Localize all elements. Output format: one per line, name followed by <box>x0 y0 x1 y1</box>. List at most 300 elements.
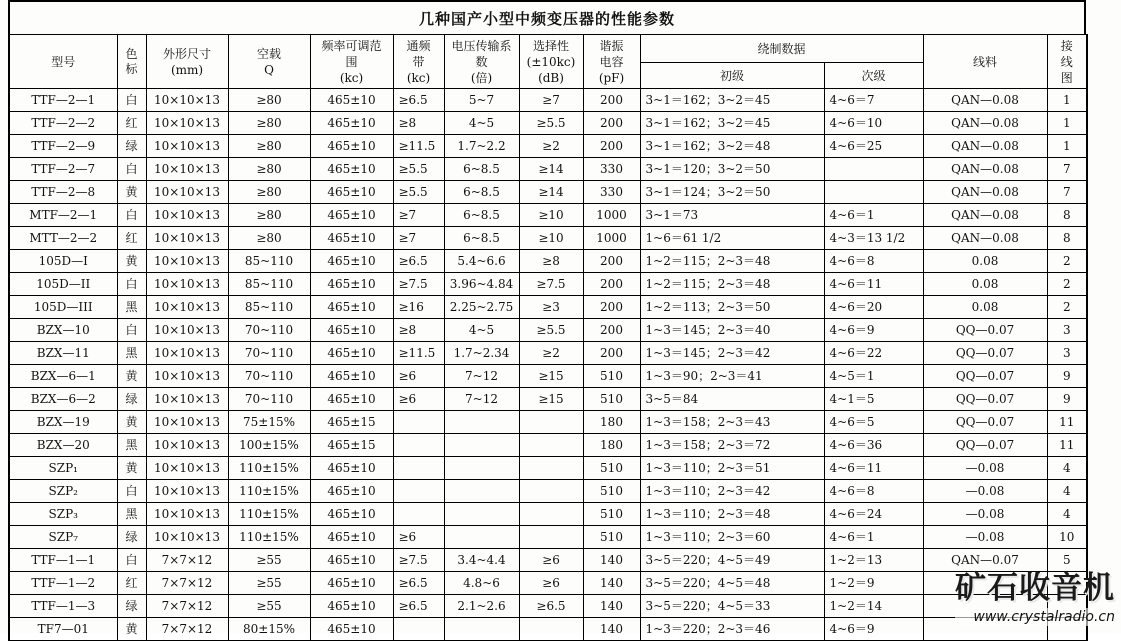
header-freq <box>310 35 393 89</box>
cell-size: 10×10×13 <box>146 250 228 273</box>
cell-wire: QQ—0.07 <box>923 342 1047 365</box>
cell-size: 10×10×13 <box>146 319 228 342</box>
cell-color: 红 <box>117 227 146 250</box>
cell-wire: QAN—0.08 <box>923 112 1047 135</box>
cell-size: 10×10×13 <box>146 388 228 411</box>
cell-capacitance: 180 <box>583 434 640 457</box>
header-model: 型号 <box>9 35 117 89</box>
cell-freq: 465±10 <box>310 572 393 595</box>
header-cap-label: 谐振电容 <box>599 38 624 69</box>
cell-q: 110±15% <box>228 480 310 503</box>
cell-diagram: 4 <box>1047 503 1087 526</box>
cell-q: 100±15% <box>228 434 310 457</box>
cell-primary-winding: 3~1＝124；3~2＝50 <box>640 181 824 204</box>
header-cap-unit: (pF) <box>598 70 625 85</box>
cell-freq: 465±10 <box>310 296 393 319</box>
cell-selectivity: ≥2 <box>519 135 583 158</box>
cell-model: TTF—1—3 <box>9 595 117 618</box>
cell-selectivity: ≥6 <box>519 572 583 595</box>
cell-band: ≥7 <box>393 204 444 227</box>
cell-model: TTF—2—2 <box>9 112 117 135</box>
cell-capacitance: 510 <box>583 503 640 526</box>
cell-wire: 0.08 <box>923 296 1047 319</box>
cell-freq: 465±10 <box>310 250 393 273</box>
cell-diagram: 2 <box>1047 296 1087 319</box>
cell-freq: 465±10 <box>310 181 393 204</box>
cell-freq: 465±10 <box>310 319 393 342</box>
header-size-label: 外形尺寸 <box>162 46 211 61</box>
cell-freq: 465±10 <box>310 457 393 480</box>
header-q <box>228 35 310 89</box>
cell-color: 黑 <box>117 434 146 457</box>
cell-color: 黑 <box>117 296 146 319</box>
cell-size: 10×10×13 <box>146 227 228 250</box>
cell-diagram: 2 <box>1047 250 1087 273</box>
cell-primary-winding: 3~1＝120；3~2＝50 <box>640 158 824 181</box>
cell-primary-winding: 3~5＝220；4~5＝49 <box>640 549 824 572</box>
cell-band: ≥6 <box>393 526 444 549</box>
cell-capacitance: 330 <box>583 158 640 181</box>
cell-band: ≥6.5 <box>393 572 444 595</box>
cell-secondary-winding <box>824 158 923 181</box>
cell-selectivity: ≥15 <box>519 388 583 411</box>
cell-freq: 465±10 <box>310 227 393 250</box>
table-row <box>9 365 1087 388</box>
header-secondary: 次级 <box>824 63 923 89</box>
cell-q: 110±15% <box>228 457 310 480</box>
cell-size: 7×7×12 <box>146 549 228 572</box>
cell-q: 75±15% <box>228 411 310 434</box>
cell-q: 70~110 <box>228 342 310 365</box>
cell-capacitance: 200 <box>583 319 640 342</box>
cell-size: 10×10×13 <box>146 296 228 319</box>
table-row <box>9 112 1087 135</box>
parameter-table-sheet <box>8 0 1086 636</box>
header-sel-cond: (±10kc) <box>526 54 576 69</box>
cell-secondary-winding: 4~6＝9 <box>824 319 923 342</box>
cell-band <box>393 618 444 641</box>
cell-model: BZX—19 <box>9 411 117 434</box>
cell-capacitance: 510 <box>583 480 640 503</box>
cell-selectivity <box>519 411 583 434</box>
cell-band <box>393 503 444 526</box>
cell-q: ≥80 <box>228 112 310 135</box>
cell-ratio <box>444 503 519 526</box>
table-row <box>9 480 1087 503</box>
cell-selectivity <box>519 457 583 480</box>
table-row <box>9 204 1087 227</box>
cell-size: 10×10×13 <box>146 434 228 457</box>
watermark-url: www.crystalradio.cn <box>955 608 1115 626</box>
cell-wire: QAN—0.08 <box>923 135 1047 158</box>
cell-freq: 465±10 <box>310 365 393 388</box>
cell-ratio: 1.7~2.2 <box>444 135 519 158</box>
cell-color: 黑 <box>117 503 146 526</box>
cell-q: ≥80 <box>228 135 310 158</box>
cell-q: 85~110 <box>228 296 310 319</box>
cell-model: MTT—2—2 <box>9 227 117 250</box>
cell-diagram: 3 <box>1047 319 1087 342</box>
header-sel <box>519 35 583 89</box>
cell-primary-winding: 1~3＝145；2~3＝42 <box>640 342 824 365</box>
cell-band <box>393 411 444 434</box>
cell-selectivity: ≥5.5 <box>519 112 583 135</box>
transformer-parameter-table <box>8 34 1088 641</box>
cell-ratio <box>444 457 519 480</box>
cell-diagram: 1 <box>1047 112 1087 135</box>
cell-primary-winding: 3~1＝73 <box>640 204 824 227</box>
cell-ratio: 7~12 <box>444 388 519 411</box>
cell-ratio: 5.4~6.6 <box>444 250 519 273</box>
cell-size: 7×7×12 <box>146 618 228 641</box>
cell-capacitance: 1000 <box>583 204 640 227</box>
cell-freq: 465±10 <box>310 89 393 112</box>
table-row <box>9 250 1087 273</box>
cell-q: 85~110 <box>228 250 310 273</box>
cell-wire: QQ—0.07 <box>923 365 1047 388</box>
table-row <box>9 595 1087 618</box>
cell-secondary-winding: 4~6＝24 <box>824 503 923 526</box>
cell-selectivity: ≥6.5 <box>519 595 583 618</box>
cell-secondary-winding: 4~6＝7 <box>824 89 923 112</box>
cell-diagram: 1 <box>1047 89 1087 112</box>
cell-selectivity: ≥7.5 <box>519 273 583 296</box>
cell-freq: 465±10 <box>310 503 393 526</box>
cell-secondary-winding: 4~6＝22 <box>824 342 923 365</box>
header-diagram <box>1047 35 1087 89</box>
cell-band: ≥6.5 <box>393 250 444 273</box>
cell-diagram: 7 <box>1047 158 1087 181</box>
cell-model: TTF—2—8 <box>9 181 117 204</box>
cell-diagram: 10 <box>1047 526 1087 549</box>
cell-ratio <box>444 434 519 457</box>
cell-q: ≥55 <box>228 595 310 618</box>
cell-primary-winding: 3~1＝162；3~2＝48 <box>640 135 824 158</box>
cell-model: TTF—1—1 <box>9 549 117 572</box>
cell-size: 10×10×13 <box>146 112 228 135</box>
cell-freq: 465±10 <box>310 388 393 411</box>
cell-q: 70~110 <box>228 319 310 342</box>
cell-model: TTF—2—1 <box>9 89 117 112</box>
cell-diagram: 11 <box>1047 411 1087 434</box>
cell-secondary-winding: 1~2＝9 <box>824 572 923 595</box>
cell-band: ≥6.5 <box>393 89 444 112</box>
cell-wire: QAN—0.07 <box>923 549 1047 572</box>
cell-secondary-winding: 4~6＝36 <box>824 434 923 457</box>
cell-size: 10×10×13 <box>146 273 228 296</box>
table-row <box>9 434 1087 457</box>
cell-freq: 465±10 <box>310 135 393 158</box>
cell-primary-winding: 3~5＝84 <box>640 388 824 411</box>
table-row <box>9 319 1087 342</box>
cell-color: 白 <box>117 158 146 181</box>
table-row <box>9 411 1087 434</box>
header-ratio <box>444 35 519 89</box>
cell-selectivity: ≥3 <box>519 296 583 319</box>
cell-secondary-winding: 4~6＝10 <box>824 112 923 135</box>
cell-band: ≥7.5 <box>393 273 444 296</box>
cell-freq: 465±10 <box>310 112 393 135</box>
cell-selectivity <box>519 480 583 503</box>
cell-secondary-winding: 4~6＝5 <box>824 411 923 434</box>
header-sel-label: 选择性 <box>532 38 569 53</box>
cell-selectivity <box>519 618 583 641</box>
cell-ratio: 4~5 <box>444 319 519 342</box>
cell-band: ≥7.5 <box>393 549 444 572</box>
cell-ratio <box>444 480 519 503</box>
table-row <box>9 457 1087 480</box>
cell-band <box>393 434 444 457</box>
cell-primary-winding: 1~3＝110；2~3＝51 <box>640 457 824 480</box>
table-row <box>9 503 1087 526</box>
cell-model: MTF—2—1 <box>9 204 117 227</box>
cell-primary-winding: 3~1＝162；3~2＝45 <box>640 112 824 135</box>
cell-band: ≥16 <box>393 296 444 319</box>
table-row <box>9 227 1087 250</box>
cell-q: ≥80 <box>228 158 310 181</box>
cell-diagram: 8 <box>1047 204 1087 227</box>
cell-secondary-winding: 1~2＝13 <box>824 549 923 572</box>
cell-secondary-winding: 4~3＝13 1/2 <box>824 227 923 250</box>
cell-ratio <box>444 411 519 434</box>
cell-q: ≥80 <box>228 204 310 227</box>
cell-size: 10×10×13 <box>146 365 228 388</box>
cell-diagram: 5 <box>1047 549 1087 572</box>
cell-ratio <box>444 526 519 549</box>
cell-secondary-winding: 4~6＝20 <box>824 296 923 319</box>
header-wire: 线料 <box>923 35 1047 89</box>
cell-selectivity: ≥14 <box>519 158 583 181</box>
cell-size: 7×7×12 <box>146 572 228 595</box>
cell-freq: 465±10 <box>310 595 393 618</box>
cell-secondary-winding: 4~6＝25 <box>824 135 923 158</box>
cell-diagram: 8 <box>1047 227 1087 250</box>
cell-color: 黄 <box>117 457 146 480</box>
cell-primary-winding: 1~3＝145；2~3＝40 <box>640 319 824 342</box>
cell-model: BZX—6—2 <box>9 388 117 411</box>
cell-wire: QQ—0.07 <box>923 319 1047 342</box>
cell-capacitance: 510 <box>583 388 640 411</box>
cell-color: 白 <box>117 89 146 112</box>
cell-capacitance: 330 <box>583 181 640 204</box>
cell-ratio: 6~8.5 <box>444 227 519 250</box>
cell-wire: QQ—0.07 <box>923 434 1047 457</box>
cell-band: ≥6 <box>393 365 444 388</box>
cell-color: 白 <box>117 204 146 227</box>
cell-band <box>393 457 444 480</box>
cell-capacitance: 510 <box>583 526 640 549</box>
cell-secondary-winding: 4~5＝1 <box>824 365 923 388</box>
cell-freq: 465±10 <box>310 618 393 641</box>
table-row <box>9 526 1087 549</box>
cell-capacitance: 1000 <box>583 227 640 250</box>
table-header <box>9 35 1087 89</box>
cell-model: 105D—II <box>9 273 117 296</box>
cell-selectivity: ≥10 <box>519 204 583 227</box>
cell-color: 绿 <box>117 135 146 158</box>
cell-secondary-winding: 4~6＝8 <box>824 250 923 273</box>
cell-ratio: 1.7~2.34 <box>444 342 519 365</box>
cell-ratio: 4~5 <box>444 112 519 135</box>
cell-color: 绿 <box>117 595 146 618</box>
table-row <box>9 618 1087 641</box>
header-size <box>146 35 228 89</box>
cell-model: TF7—01 <box>9 618 117 641</box>
cell-band <box>393 480 444 503</box>
cell-size: 10×10×13 <box>146 204 228 227</box>
header-q-label: 空载 <box>256 46 281 61</box>
table-row <box>9 572 1087 595</box>
cell-diagram: 7 <box>1047 181 1087 204</box>
header-primary: 初级 <box>640 63 824 89</box>
cell-model: SZP₁ <box>9 457 117 480</box>
table-row <box>9 158 1087 181</box>
cell-wire: QQ—0.07 <box>923 411 1047 434</box>
cell-ratio: 4.8~6 <box>444 572 519 595</box>
cell-secondary-winding: 4~1＝5 <box>824 388 923 411</box>
cell-band: ≥11.5 <box>393 135 444 158</box>
cell-primary-winding: 1~3＝90；2~3＝41 <box>640 365 824 388</box>
cell-size: 10×10×13 <box>146 158 228 181</box>
cell-ratio: 6~8.5 <box>444 158 519 181</box>
cell-color: 绿 <box>117 388 146 411</box>
cell-wire: 0.08 <box>923 250 1047 273</box>
header-ratio-unit: (倍) <box>470 70 493 85</box>
cell-diagram: 9 <box>1047 388 1087 411</box>
cell-color: 黄 <box>117 365 146 388</box>
cell-band: ≥5.5 <box>393 181 444 204</box>
cell-capacitance: 200 <box>583 112 640 135</box>
cell-capacitance: 180 <box>583 411 640 434</box>
cell-size: 7×7×12 <box>146 595 228 618</box>
cell-wire: QQ—0.07 <box>923 388 1047 411</box>
cell-primary-winding: 3~1＝162；3~2＝45 <box>640 89 824 112</box>
header-winding: 绕制数据 <box>640 35 923 63</box>
cell-wire: —0.08 <box>923 526 1047 549</box>
cell-capacitance: 140 <box>583 618 640 641</box>
cell-secondary-winding: 4~6＝11 <box>824 273 923 296</box>
cell-size: 10×10×13 <box>146 457 228 480</box>
cell-selectivity: ≥10 <box>519 227 583 250</box>
cell-model: SZP₃ <box>9 503 117 526</box>
header-band <box>393 35 444 89</box>
table-row <box>9 342 1087 365</box>
table-title: 几种国产小型中频变压器的性能参数 <box>8 0 1086 34</box>
cell-diagram: 2 <box>1047 273 1087 296</box>
cell-wire: —0.08 <box>923 480 1047 503</box>
cell-model: BZX—11 <box>9 342 117 365</box>
cell-model: BZX—10 <box>9 319 117 342</box>
cell-band: ≥5.5 <box>393 158 444 181</box>
cell-q: 110±15% <box>228 503 310 526</box>
cell-selectivity: ≥8 <box>519 250 583 273</box>
cell-color: 白 <box>117 319 146 342</box>
cell-capacitance: 200 <box>583 135 640 158</box>
table-body <box>9 89 1087 641</box>
header-color-label: 色标 <box>125 46 138 76</box>
cell-ratio: 2.25~2.75 <box>444 296 519 319</box>
cell-primary-winding: 1~2＝115；2~3＝48 <box>640 273 824 296</box>
cell-capacitance: 510 <box>583 457 640 480</box>
cell-band: ≥7 <box>393 227 444 250</box>
cell-model: TTF—2—9 <box>9 135 117 158</box>
header-ratio-label: 电压传输系数 <box>451 38 512 69</box>
cell-ratio: 6~8.5 <box>444 204 519 227</box>
cell-primary-winding: 1~2＝113；2~3＝50 <box>640 296 824 319</box>
cell-wire: QAN—0.08 <box>923 158 1047 181</box>
cell-size: 10×10×13 <box>146 503 228 526</box>
cell-freq: 465±15 <box>310 434 393 457</box>
cell-color: 白 <box>117 549 146 572</box>
cell-ratio: 2.1~2.6 <box>444 595 519 618</box>
table-row <box>9 135 1087 158</box>
cell-size: 10×10×13 <box>146 89 228 112</box>
cell-selectivity: ≥15 <box>519 365 583 388</box>
cell-wire: 0.08 <box>923 273 1047 296</box>
cell-diagram: 9 <box>1047 365 1087 388</box>
cell-secondary-winding: 4~6＝8 <box>824 480 923 503</box>
cell-selectivity: ≥14 <box>519 181 583 204</box>
cell-capacitance: 200 <box>583 296 640 319</box>
cell-size: 10×10×13 <box>146 480 228 503</box>
cell-primary-winding: 1~3＝110；2~3＝42 <box>640 480 824 503</box>
cell-color: 黄 <box>117 618 146 641</box>
cell-ratio: 3.4~4.4 <box>444 549 519 572</box>
cell-q: ≥80 <box>228 89 310 112</box>
cell-capacitance: 200 <box>583 250 640 273</box>
header-band-label: 通频带 <box>406 38 431 69</box>
header-band-unit: (kc) <box>406 70 431 85</box>
cell-freq: 465±10 <box>310 526 393 549</box>
cell-wire: QAN—0.08 <box>923 181 1047 204</box>
cell-wire: —0.08 <box>923 457 1047 480</box>
cell-ratio: 5~7 <box>444 89 519 112</box>
cell-freq: 465±10 <box>310 158 393 181</box>
cell-selectivity <box>519 526 583 549</box>
cell-freq: 465±10 <box>310 480 393 503</box>
watermark-logo-text: 矿石收音机 <box>955 570 1115 606</box>
header-color <box>117 35 146 89</box>
cell-size: 10×10×13 <box>146 135 228 158</box>
cell-model: 105D—I <box>9 250 117 273</box>
cell-selectivity: ≥2 <box>519 342 583 365</box>
cell-size: 10×10×13 <box>146 181 228 204</box>
cell-primary-winding: 1~3＝158；2~3＝72 <box>640 434 824 457</box>
cell-band: ≥6 <box>393 388 444 411</box>
cell-size: 10×10×13 <box>146 411 228 434</box>
cell-color: 白 <box>117 273 146 296</box>
cell-color: 黄 <box>117 411 146 434</box>
table-row <box>9 296 1087 319</box>
cell-selectivity: ≥7 <box>519 89 583 112</box>
cell-q: ≥80 <box>228 227 310 250</box>
table-row <box>9 549 1087 572</box>
header-freq-unit: (kc) <box>339 70 364 85</box>
cell-capacitance: 200 <box>583 342 640 365</box>
cell-q: 70~110 <box>228 388 310 411</box>
cell-q: 80±15% <box>228 618 310 641</box>
cell-capacitance: 140 <box>583 595 640 618</box>
cell-freq: 465±10 <box>310 273 393 296</box>
cell-q: ≥55 <box>228 572 310 595</box>
cell-model: BZX—6—1 <box>9 365 117 388</box>
cell-primary-winding: 1~3＝220；2~3＝46 <box>640 618 824 641</box>
table-row <box>9 181 1087 204</box>
cell-selectivity: ≥6 <box>519 549 583 572</box>
cell-diagram: 11 <box>1047 434 1087 457</box>
table-row <box>9 273 1087 296</box>
cell-ratio: 7~12 <box>444 365 519 388</box>
